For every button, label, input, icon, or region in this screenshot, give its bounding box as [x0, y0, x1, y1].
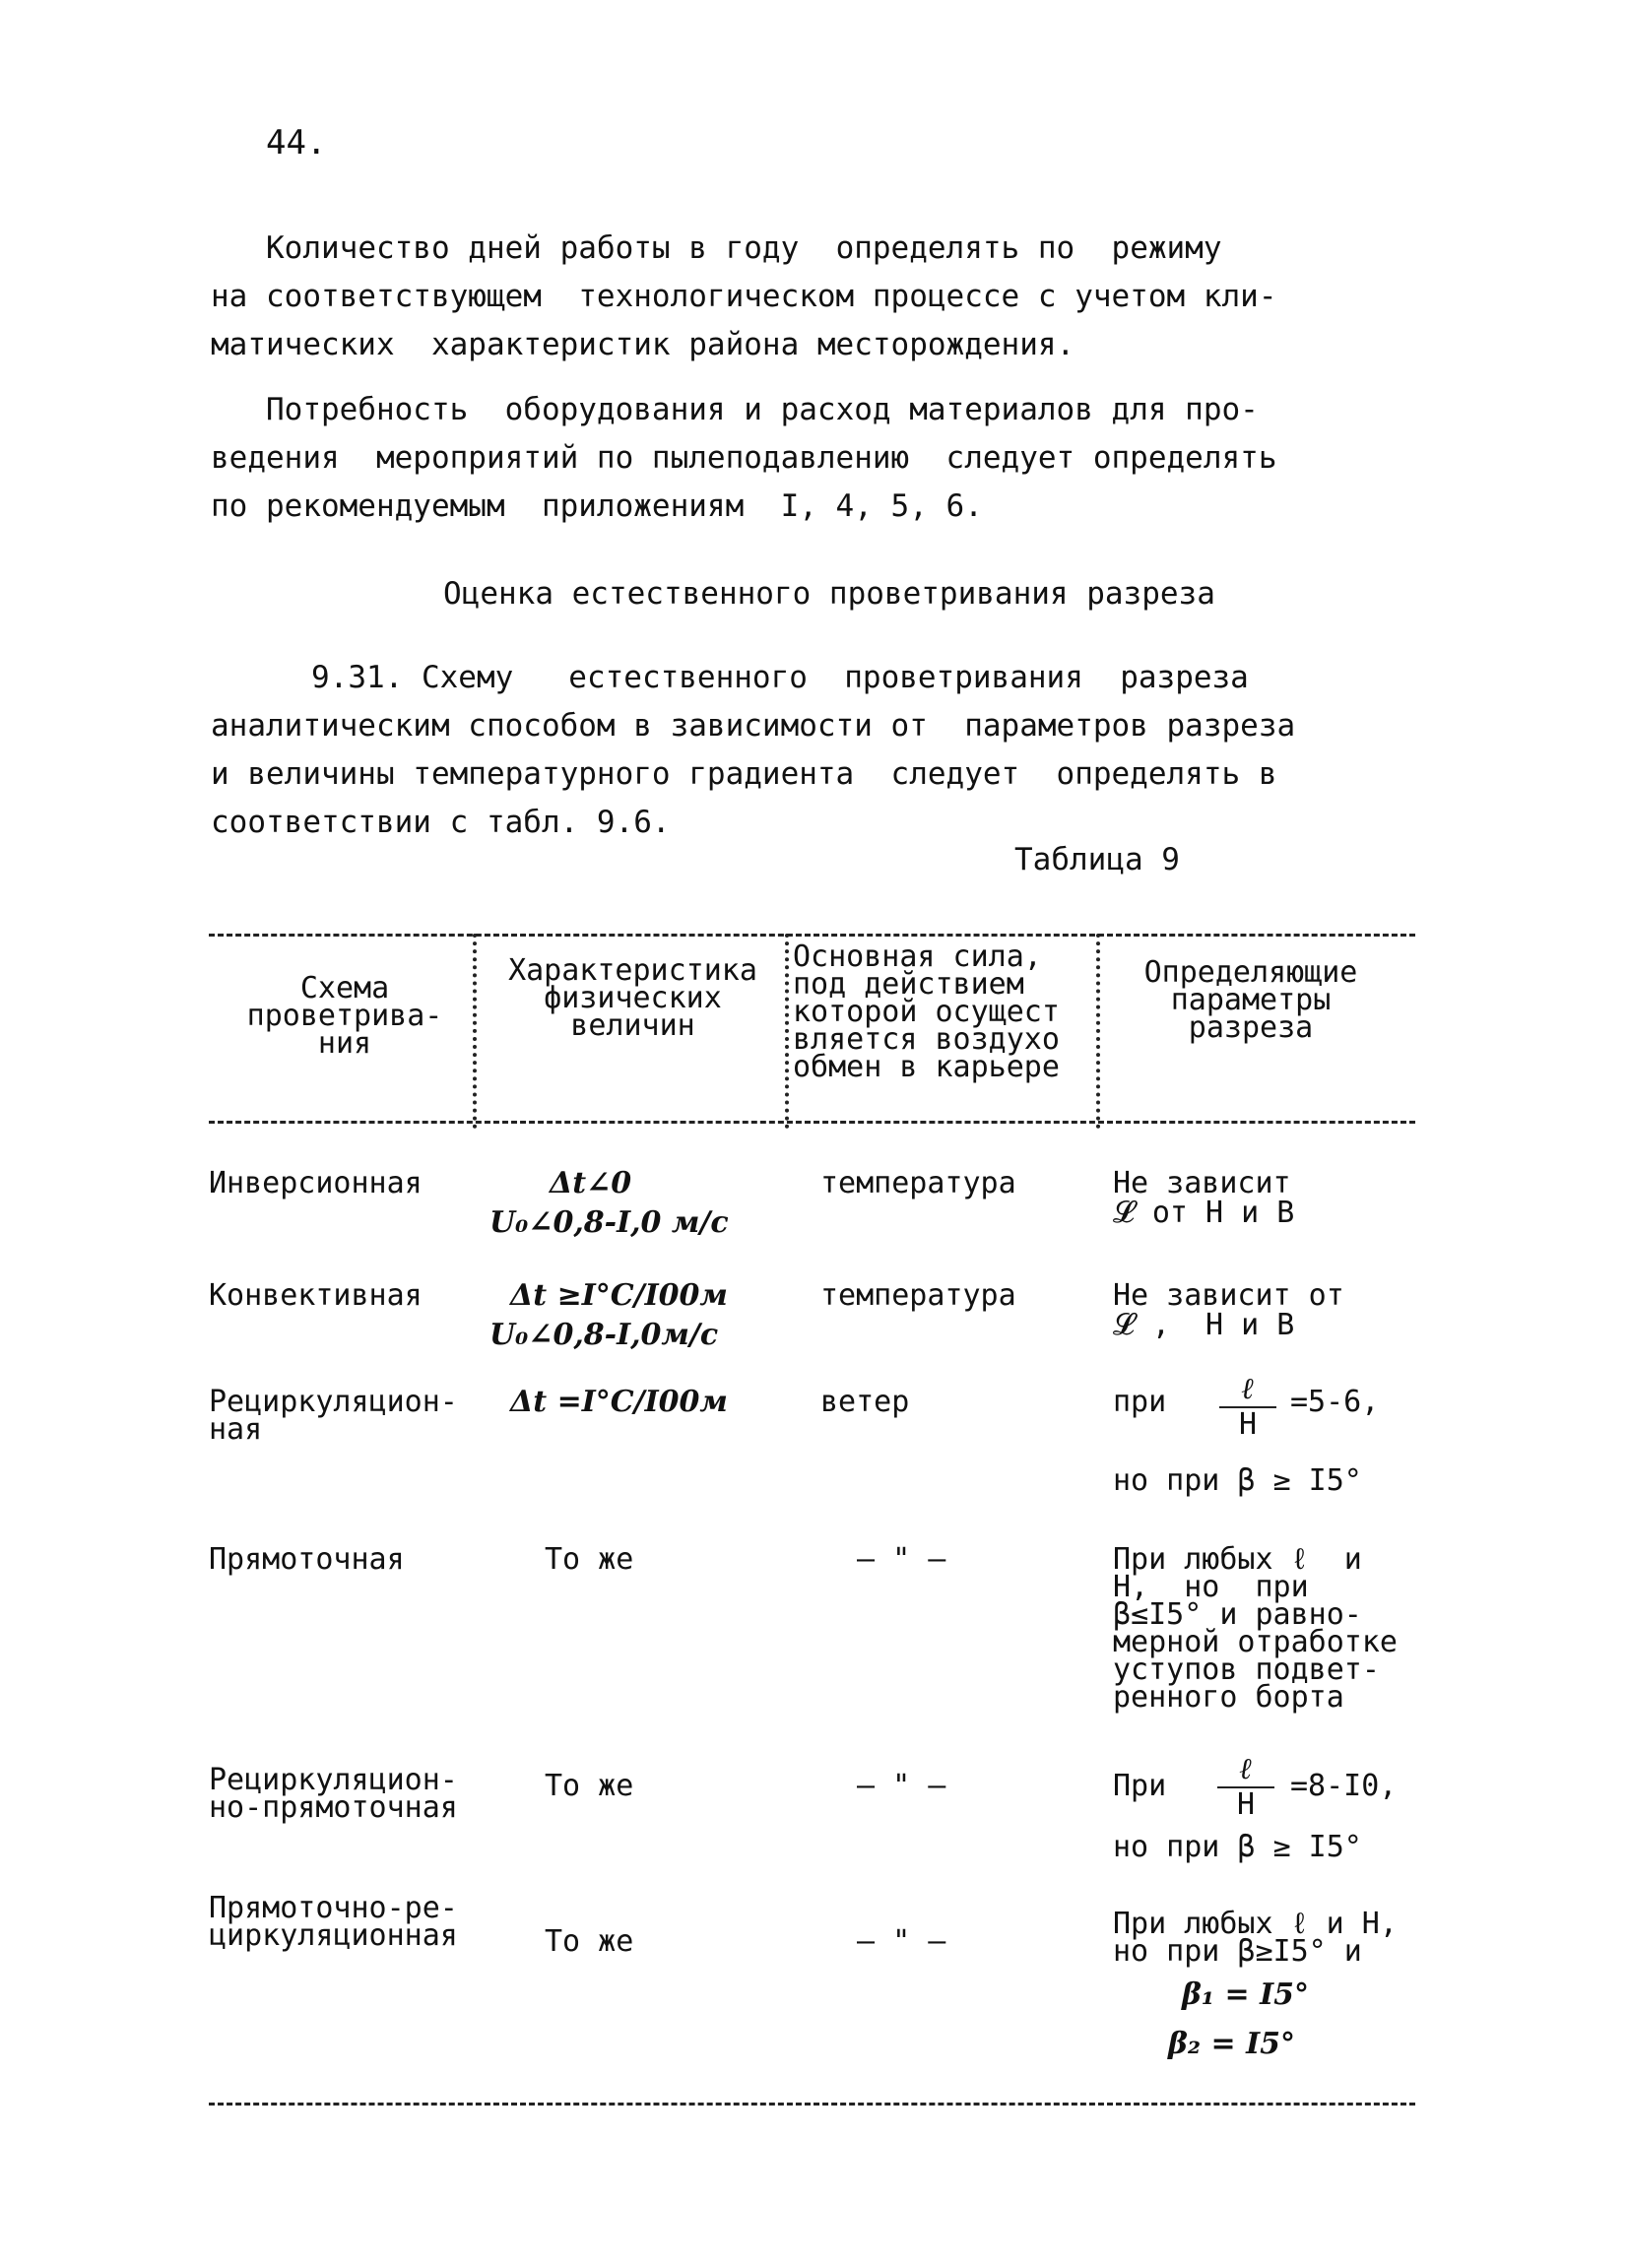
clause-line: 9.31. Схему естественного проветривания разреза	[311, 660, 1249, 695]
row-scheme: Рециркуляцион- ная	[209, 1385, 458, 1447]
section-heading: Оценка естественного проветривания разреза	[443, 576, 1215, 612]
row-parameters: β₂ = I5°	[1168, 2027, 1295, 2061]
row-parameters: =5-6,	[1290, 1385, 1380, 1419]
length-ratio-fraction	[1213, 1372, 1282, 1442]
row-scheme: Прямоточная	[209, 1542, 405, 1577]
row-force: ветер	[820, 1385, 910, 1419]
row-force: – " –	[857, 1542, 946, 1577]
clause-line: аналитическим способом в зависимости от параметров разреза	[211, 708, 1296, 744]
row-characteristic: Δt =I°С/I00м	[510, 1385, 728, 1419]
paragraph-line: по рекомендуемым приложениям I, 4, 5, 6.	[211, 488, 983, 524]
fraction-numerator: ℓ	[1239, 1752, 1253, 1786]
paragraph-line: матических характеристик района месторождения.	[211, 327, 1075, 362]
page-number: 44.	[266, 123, 327, 162]
row-force: температура	[820, 1278, 1016, 1313]
table-top-rule	[209, 934, 1415, 937]
row-parameters: но при β ≥ I5°	[1113, 1463, 1362, 1498]
row-characteristic: То же	[545, 1924, 634, 1959]
row-characteristic: То же	[545, 1542, 634, 1577]
paragraph-equipment	[211, 386, 1277, 531]
row-scheme: Рециркуляцион- но-прямоточная	[209, 1763, 458, 1825]
row-parameters: Не зависит от	[1113, 1278, 1344, 1313]
row-parameters: Не зависит	[1113, 1166, 1291, 1200]
table-bottom-rule	[209, 2103, 1415, 2106]
table-caption: Таблица 9	[1014, 842, 1180, 877]
paragraph-line: Количество дней работы в году определять по режиму	[266, 230, 1222, 266]
row-characteristic: U₀∠0,8-I,0м/с	[489, 1318, 719, 1352]
row-force: температура	[820, 1166, 1016, 1200]
row-parameters: При	[1113, 1769, 1167, 1803]
row-parameters: но при β ≥ I5°	[1113, 1830, 1362, 1864]
clause-9-31	[211, 654, 1296, 847]
header-parameters: Определяющие параметры разреза	[1143, 955, 1358, 1045]
row-characteristic: U₀∠0,8-I,0 м/с	[489, 1205, 729, 1240]
table-header-rule	[209, 1121, 1415, 1124]
row-scheme: Прямоточно-ре- циркуляционная	[209, 1891, 458, 1953]
paragraph-line: Потребность оборудования и расход материалов для про-	[266, 392, 1259, 427]
row-characteristic: Δt ≥I°С/I00м	[510, 1278, 728, 1313]
paragraph-line: ведения мероприятий по пылеподавлению следует определять	[211, 440, 1277, 476]
row-force: – " –	[857, 1924, 946, 1959]
fraction-denominator: Н	[1238, 1407, 1258, 1442]
fraction-numerator: ℓ	[1241, 1372, 1255, 1406]
row-parameters: 𝓛 , Н и В	[1113, 1308, 1295, 1342]
column-divider	[785, 934, 789, 1129]
row-characteristic: Δt∠0	[550, 1166, 632, 1200]
paragraph-work-days	[211, 225, 1277, 369]
row-parameters: =8-I0,	[1290, 1769, 1398, 1803]
column-divider	[1096, 934, 1100, 1129]
clause-line: и величины температурного градиента следует определять в	[211, 756, 1277, 792]
header-scheme: Схема проветрива- ния	[246, 971, 443, 1061]
row-characteristic: То же	[545, 1769, 634, 1803]
row-parameters: При любых ℓ и Н, но при β≤I5° и равно- мерной отработке уступов подвет- ренного борта	[1113, 1542, 1398, 1715]
row-scheme: Инверсионная	[209, 1166, 423, 1200]
header-characteristics: Характеристика физических величин	[508, 953, 757, 1043]
row-parameters: 𝓛 от Н и В	[1113, 1196, 1295, 1230]
row-parameters: β₁ = I5°	[1182, 1977, 1309, 2012]
fraction-denominator: Н	[1236, 1787, 1256, 1822]
row-force: – " –	[857, 1769, 946, 1803]
paragraph-line: на соответствующем технологическом процессе с учетом кли-	[211, 279, 1277, 314]
column-divider	[473, 934, 477, 1129]
row-scheme: Конвективная	[209, 1278, 423, 1313]
row-parameters: при	[1113, 1385, 1167, 1419]
header-main-force: Основная сила, под действием которой осущест вляется воздухо обмен в карьере	[793, 940, 1060, 1084]
length-ratio-fraction	[1211, 1752, 1280, 1822]
row-parameters: При любых ℓ и Н, но при β≥I5° и	[1113, 1907, 1398, 1969]
clause-line: соответствии с табл. 9.6.	[211, 805, 671, 840]
